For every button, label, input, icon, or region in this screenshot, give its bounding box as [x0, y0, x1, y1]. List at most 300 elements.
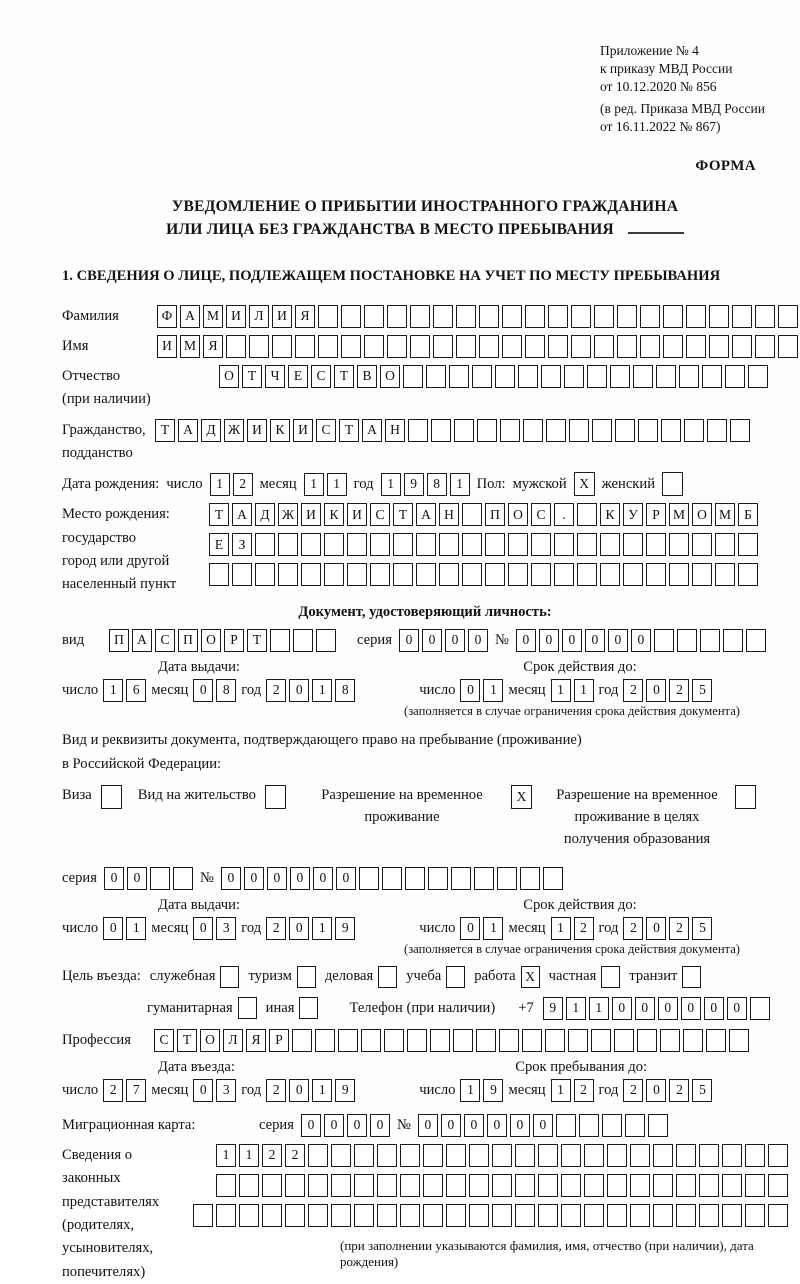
char-cell	[577, 533, 597, 556]
char-cell	[686, 305, 706, 328]
given-name-cells	[157, 335, 798, 358]
given-name-row	[62, 335, 788, 358]
char-cell: Т	[339, 419, 359, 442]
char-cell	[331, 1204, 351, 1227]
char-cell	[347, 563, 367, 586]
char-cell	[216, 1204, 236, 1227]
purpose-work-checkbox: X	[521, 966, 540, 988]
char-cell	[600, 563, 620, 586]
char-cell	[451, 867, 471, 890]
char-cell	[232, 563, 252, 586]
char-cell: О	[200, 1029, 220, 1052]
char-cell	[308, 1204, 328, 1227]
month-label: месяц	[151, 919, 189, 936]
migration-number-cells	[418, 1114, 668, 1137]
char-cell	[433, 305, 453, 328]
char-cell	[423, 1204, 443, 1227]
char-cell	[768, 1144, 788, 1167]
char-cell	[725, 365, 745, 388]
day-label: число	[62, 1081, 99, 1098]
char-cell: О	[201, 629, 221, 652]
char-cell	[663, 305, 683, 328]
representatives-label-line4: (родителях,	[62, 1216, 135, 1233]
char-cell	[722, 1174, 742, 1197]
char-cell	[702, 365, 722, 388]
validity-limit-note: (заполняется в случае ограничения срока действия документа)	[404, 941, 740, 956]
char-cell	[324, 563, 344, 586]
char-cell: Р	[269, 1029, 289, 1052]
representatives-label-line1: Сведения о	[62, 1146, 133, 1163]
char-cell: А	[178, 419, 198, 442]
char-cell: 0	[418, 1114, 438, 1137]
char-cell: 0	[646, 1079, 666, 1102]
char-cell	[676, 1204, 696, 1227]
char-cell	[584, 1174, 604, 1197]
char-cell: 2	[103, 1079, 123, 1102]
char-cell: 0	[635, 997, 655, 1020]
sex-label: Пол:	[476, 475, 506, 492]
purpose-study-checkbox	[446, 966, 465, 988]
purpose-row-1	[62, 966, 788, 988]
char-cell: Е	[288, 365, 308, 388]
char-cell	[293, 629, 313, 652]
purpose-work	[474, 966, 539, 988]
revision-line: от 16.11.2022 № 867)	[600, 119, 721, 135]
char-cell	[515, 1144, 535, 1167]
char-cell	[722, 1144, 742, 1167]
char-cell	[541, 365, 561, 388]
char-cell	[709, 305, 729, 328]
char-cell: 9	[335, 1079, 355, 1102]
char-cell	[732, 305, 752, 328]
purpose-other	[266, 997, 319, 1019]
char-cell	[638, 419, 658, 442]
char-cell	[446, 1204, 466, 1227]
char-cell: 0	[347, 1114, 367, 1137]
char-cell	[324, 533, 344, 556]
representatives-cells-row2	[216, 1174, 788, 1197]
char-cell	[607, 1174, 627, 1197]
residence-doc-dates	[62, 897, 788, 940]
char-cell	[554, 563, 574, 586]
char-cell: Р	[646, 503, 666, 526]
char-cell	[462, 533, 482, 556]
char-cell	[525, 335, 545, 358]
revision-line: (в ред. Приказа МВД России	[600, 101, 765, 117]
char-cell	[531, 563, 551, 586]
char-cell: Ж	[224, 419, 244, 442]
char-cell: 8	[216, 679, 236, 702]
birth-date-row	[62, 472, 788, 496]
char-cell: 1	[103, 679, 123, 702]
char-cell	[462, 563, 482, 586]
char-cell: 1	[304, 473, 324, 496]
char-cell	[400, 1204, 420, 1227]
char-cell: 0	[289, 679, 309, 702]
char-cell	[431, 419, 451, 442]
char-cell	[370, 533, 390, 556]
number-label: №	[199, 869, 214, 886]
char-cell: 0	[658, 997, 678, 1020]
char-cell	[700, 629, 720, 652]
purpose-official-checkbox	[220, 966, 239, 988]
char-cell: Т	[177, 1029, 197, 1052]
surname-cells	[157, 305, 798, 328]
char-cell	[538, 1144, 558, 1167]
stay-until-heading: Срок пребывания до:	[515, 1058, 648, 1075]
month-label: месяц	[508, 919, 546, 936]
char-cell: П	[109, 629, 129, 652]
residence-doc-intro-line2: в Российской Федерации:	[62, 756, 222, 773]
char-cell	[370, 563, 390, 586]
char-cell	[387, 305, 407, 328]
phone-prefix: +7	[518, 999, 534, 1016]
profession-row	[62, 1029, 788, 1052]
char-cell	[602, 1114, 622, 1137]
char-cell: 9	[404, 473, 424, 496]
identity-issue-day-cells	[103, 679, 146, 702]
char-cell	[272, 335, 292, 358]
char-cell	[630, 1204, 650, 1227]
char-cell: 1	[312, 1079, 332, 1102]
sex-male-checkbox: X	[574, 472, 595, 496]
series-label: серия	[259, 1116, 294, 1133]
sex-female-label: женский	[601, 475, 656, 492]
char-cell: С	[311, 365, 331, 388]
purpose-humanitarian-checkbox	[238, 997, 257, 1019]
char-cell	[400, 1144, 420, 1167]
char-cell	[270, 629, 290, 652]
char-cell	[738, 533, 758, 556]
birth-place-label-line4: населенный пункт	[62, 576, 177, 593]
char-cell: 6	[126, 679, 146, 702]
char-cell	[518, 365, 538, 388]
purpose-private	[549, 966, 621, 988]
char-cell: 0	[727, 997, 747, 1020]
birth-place-cells-row1	[209, 503, 758, 526]
char-cell	[476, 1029, 496, 1052]
valid-until-heading: Срок действия до:	[523, 658, 637, 675]
entry-date-group	[62, 1059, 355, 1102]
option-temporary-residence-education-checkbox	[735, 785, 756, 809]
char-cell	[745, 1204, 765, 1227]
char-cell	[364, 305, 384, 328]
identity-valid-month-cells	[551, 679, 594, 702]
char-cell	[216, 1174, 236, 1197]
char-cell: З	[232, 533, 252, 556]
char-cell	[556, 1114, 576, 1137]
char-cell	[755, 305, 775, 328]
char-cell: 2	[262, 1144, 282, 1167]
year-label: год	[598, 681, 619, 698]
purpose-other-checkbox	[299, 997, 318, 1019]
char-cell	[577, 563, 597, 586]
surname-row	[62, 305, 788, 328]
char-cell: 2	[623, 679, 643, 702]
option-temporary-residence-education	[548, 785, 756, 851]
char-cell	[538, 1174, 558, 1197]
char-cell: 1	[327, 473, 347, 496]
char-cell	[569, 419, 589, 442]
entry-date-heading: Дата въезда:	[158, 1058, 235, 1075]
representatives-note: (при заполнении указываются фамилия, имя, отчество (при наличии), дата рождения)	[340, 1237, 754, 1269]
birth-place-label	[62, 503, 202, 596]
char-cell	[699, 1144, 719, 1167]
char-cell: О	[219, 365, 239, 388]
stay-day-cells	[460, 1079, 503, 1102]
char-cell	[707, 419, 727, 442]
profession-label: Профессия	[62, 1031, 131, 1048]
char-cell	[456, 305, 476, 328]
year-label: год	[241, 1081, 262, 1098]
char-cell: 0	[399, 629, 419, 652]
char-cell	[615, 419, 635, 442]
char-cell: 0	[103, 917, 123, 940]
char-cell: Е	[209, 533, 229, 556]
char-cell	[497, 867, 517, 890]
char-cell	[393, 533, 413, 556]
purpose-official	[150, 966, 240, 988]
char-cell	[278, 533, 298, 556]
char-cell	[568, 1029, 588, 1052]
char-cell: Ч	[265, 365, 285, 388]
residence-series-cells	[104, 867, 193, 890]
stay-month-cells	[551, 1079, 594, 1102]
char-cell	[699, 1204, 719, 1227]
char-cell	[479, 335, 499, 358]
doc-series-cells	[399, 629, 488, 652]
option-residence-permit-checkbox	[265, 785, 286, 809]
char-cell	[500, 419, 520, 442]
residence-doc-options	[62, 785, 788, 851]
char-cell: 0	[370, 1114, 390, 1137]
birth-place-cells-row3	[209, 563, 758, 586]
purpose-study	[406, 966, 465, 988]
char-cell	[686, 335, 706, 358]
forma-label: ФОРМА	[695, 158, 756, 175]
char-cell	[571, 335, 591, 358]
char-cell	[778, 335, 798, 358]
char-cell: У	[623, 503, 643, 526]
char-cell	[723, 629, 743, 652]
citizenship-label-line1: Гражданство,	[62, 421, 146, 438]
char-cell	[492, 1174, 512, 1197]
entry-dates	[62, 1059, 788, 1102]
entry-month-cells	[193, 1079, 236, 1102]
char-cell	[239, 1204, 259, 1227]
char-cell: А	[132, 629, 152, 652]
char-cell	[617, 335, 637, 358]
char-cell: Ф	[157, 305, 177, 328]
char-cell	[692, 563, 712, 586]
char-cell	[308, 1174, 328, 1197]
char-cell: А	[180, 305, 200, 328]
char-cell	[361, 1029, 381, 1052]
char-cell	[255, 563, 275, 586]
char-cell	[571, 305, 591, 328]
char-cell: 2	[669, 917, 689, 940]
identity-valid-day-cells	[460, 679, 503, 702]
char-cell	[600, 533, 620, 556]
char-cell: 0	[533, 1114, 553, 1137]
char-cell: Т	[155, 419, 175, 442]
char-cell: Т	[247, 629, 267, 652]
char-cell	[640, 335, 660, 358]
option-visa	[62, 785, 122, 809]
char-cell	[278, 563, 298, 586]
char-cell	[646, 563, 666, 586]
char-cell	[748, 365, 768, 388]
month-label: месяц	[508, 681, 546, 698]
char-cell	[454, 419, 474, 442]
identity-doc-row	[62, 629, 788, 652]
char-cell: 2	[574, 1079, 594, 1102]
char-cell	[446, 1144, 466, 1167]
char-cell	[341, 305, 361, 328]
char-cell	[410, 335, 430, 358]
char-cell: 2	[669, 679, 689, 702]
char-cell: А	[416, 503, 436, 526]
char-cell: Т	[334, 365, 354, 388]
char-cell	[433, 335, 453, 358]
phone-label: Телефон (при наличии)	[349, 999, 496, 1016]
validity-limit-note: (заполняется в случае ограничения срока действия документа)	[404, 703, 740, 718]
char-cell	[709, 335, 729, 358]
char-cell	[564, 365, 584, 388]
representatives-label-line5: усыновителях,	[62, 1240, 154, 1257]
char-cell	[387, 335, 407, 358]
char-cell: 1	[574, 679, 594, 702]
char-cell: 0	[516, 629, 536, 652]
char-cell	[377, 1174, 397, 1197]
surname-label: Фамилия	[62, 307, 119, 324]
char-cell: 1	[312, 679, 332, 702]
char-cell	[548, 305, 568, 328]
char-cell: 0	[441, 1114, 461, 1137]
char-cell	[285, 1204, 305, 1227]
char-cell	[377, 1204, 397, 1227]
option-temporary-residence-label: Разрешение на временное проживание	[321, 787, 483, 826]
purpose-other-label: иная	[265, 999, 295, 1016]
birth-place-label-line1: Место рождения:	[62, 506, 170, 523]
char-cell	[209, 563, 229, 586]
char-cell: 0	[608, 629, 628, 652]
char-cell	[633, 365, 653, 388]
char-cell: О	[380, 365, 400, 388]
char-cell: 0	[487, 1114, 507, 1137]
char-cell: 3	[216, 1079, 236, 1102]
patronymic-cells	[219, 365, 768, 388]
char-cell	[515, 1204, 535, 1227]
char-cell: 0	[193, 1079, 213, 1102]
char-cell	[285, 1174, 305, 1197]
char-cell	[423, 1174, 443, 1197]
given-name-label: Имя	[62, 337, 89, 354]
patronymic-label	[62, 365, 212, 412]
char-cell: И	[272, 305, 292, 328]
profession-cells	[154, 1029, 749, 1052]
entry-year-cells	[266, 1079, 355, 1102]
identity-issue-group	[62, 659, 355, 702]
char-cell	[150, 867, 170, 890]
char-cell	[359, 867, 379, 890]
char-cell: 0	[562, 629, 582, 652]
birth-place-label-line2: государство	[62, 529, 137, 546]
char-cell: 2	[285, 1144, 305, 1167]
char-cell	[301, 533, 321, 556]
issue-date-heading: Дата выдачи:	[158, 896, 240, 913]
char-cell: 0	[301, 1114, 321, 1137]
char-cell	[669, 533, 689, 556]
char-cell	[653, 1144, 673, 1167]
char-cell	[637, 1029, 657, 1052]
char-cell: Д	[201, 419, 221, 442]
representatives-block	[62, 1144, 788, 1284]
char-cell: 0	[422, 629, 442, 652]
char-cell	[430, 1029, 450, 1052]
purpose-row-2	[147, 997, 788, 1020]
purpose-business	[325, 966, 397, 988]
month-label: месяц	[508, 1081, 546, 1098]
char-cell	[614, 1029, 634, 1052]
char-cell: 5	[692, 679, 712, 702]
char-cell	[594, 305, 614, 328]
char-cell	[499, 1029, 519, 1052]
char-cell	[469, 1174, 489, 1197]
char-cell	[416, 563, 436, 586]
birth-day-cells	[210, 473, 253, 496]
form-title	[62, 195, 788, 242]
char-cell: 0	[324, 1114, 344, 1137]
purpose-label: Цель въезда:	[62, 968, 141, 985]
char-cell: Ж	[278, 503, 298, 526]
issue-date-heading: Дата выдачи:	[158, 658, 240, 675]
char-cell	[610, 365, 630, 388]
year-label: год	[241, 681, 262, 698]
char-cell	[502, 305, 522, 328]
char-cell	[262, 1204, 282, 1227]
char-cell: Л	[223, 1029, 243, 1052]
char-cell	[591, 1029, 611, 1052]
identity-valid-group	[419, 659, 712, 702]
residence-doc-series-row	[62, 867, 788, 890]
char-cell: 0	[510, 1114, 530, 1137]
char-cell: 0	[585, 629, 605, 652]
purpose-humanitarian-label: гуманитарная	[147, 999, 233, 1016]
char-cell: 1	[551, 1079, 571, 1102]
char-cell: 0	[289, 917, 309, 940]
char-cell	[492, 1204, 512, 1227]
char-cell	[623, 533, 643, 556]
char-cell	[341, 335, 361, 358]
char-cell: 2	[623, 1079, 643, 1102]
char-cell: 0	[290, 867, 310, 890]
option-temporary-residence-checkbox: X	[511, 785, 532, 809]
char-cell	[469, 1144, 489, 1167]
char-cell	[316, 629, 336, 652]
char-cell: И	[247, 419, 267, 442]
char-cell	[546, 419, 566, 442]
char-cell	[292, 1029, 312, 1052]
char-cell	[485, 563, 505, 586]
char-cell: 1	[210, 473, 230, 496]
char-cell	[446, 1174, 466, 1197]
char-cell	[722, 1204, 742, 1227]
char-cell	[669, 563, 689, 586]
char-cell	[607, 1144, 627, 1167]
char-cell	[408, 419, 428, 442]
representatives-cells-row3	[193, 1204, 788, 1227]
